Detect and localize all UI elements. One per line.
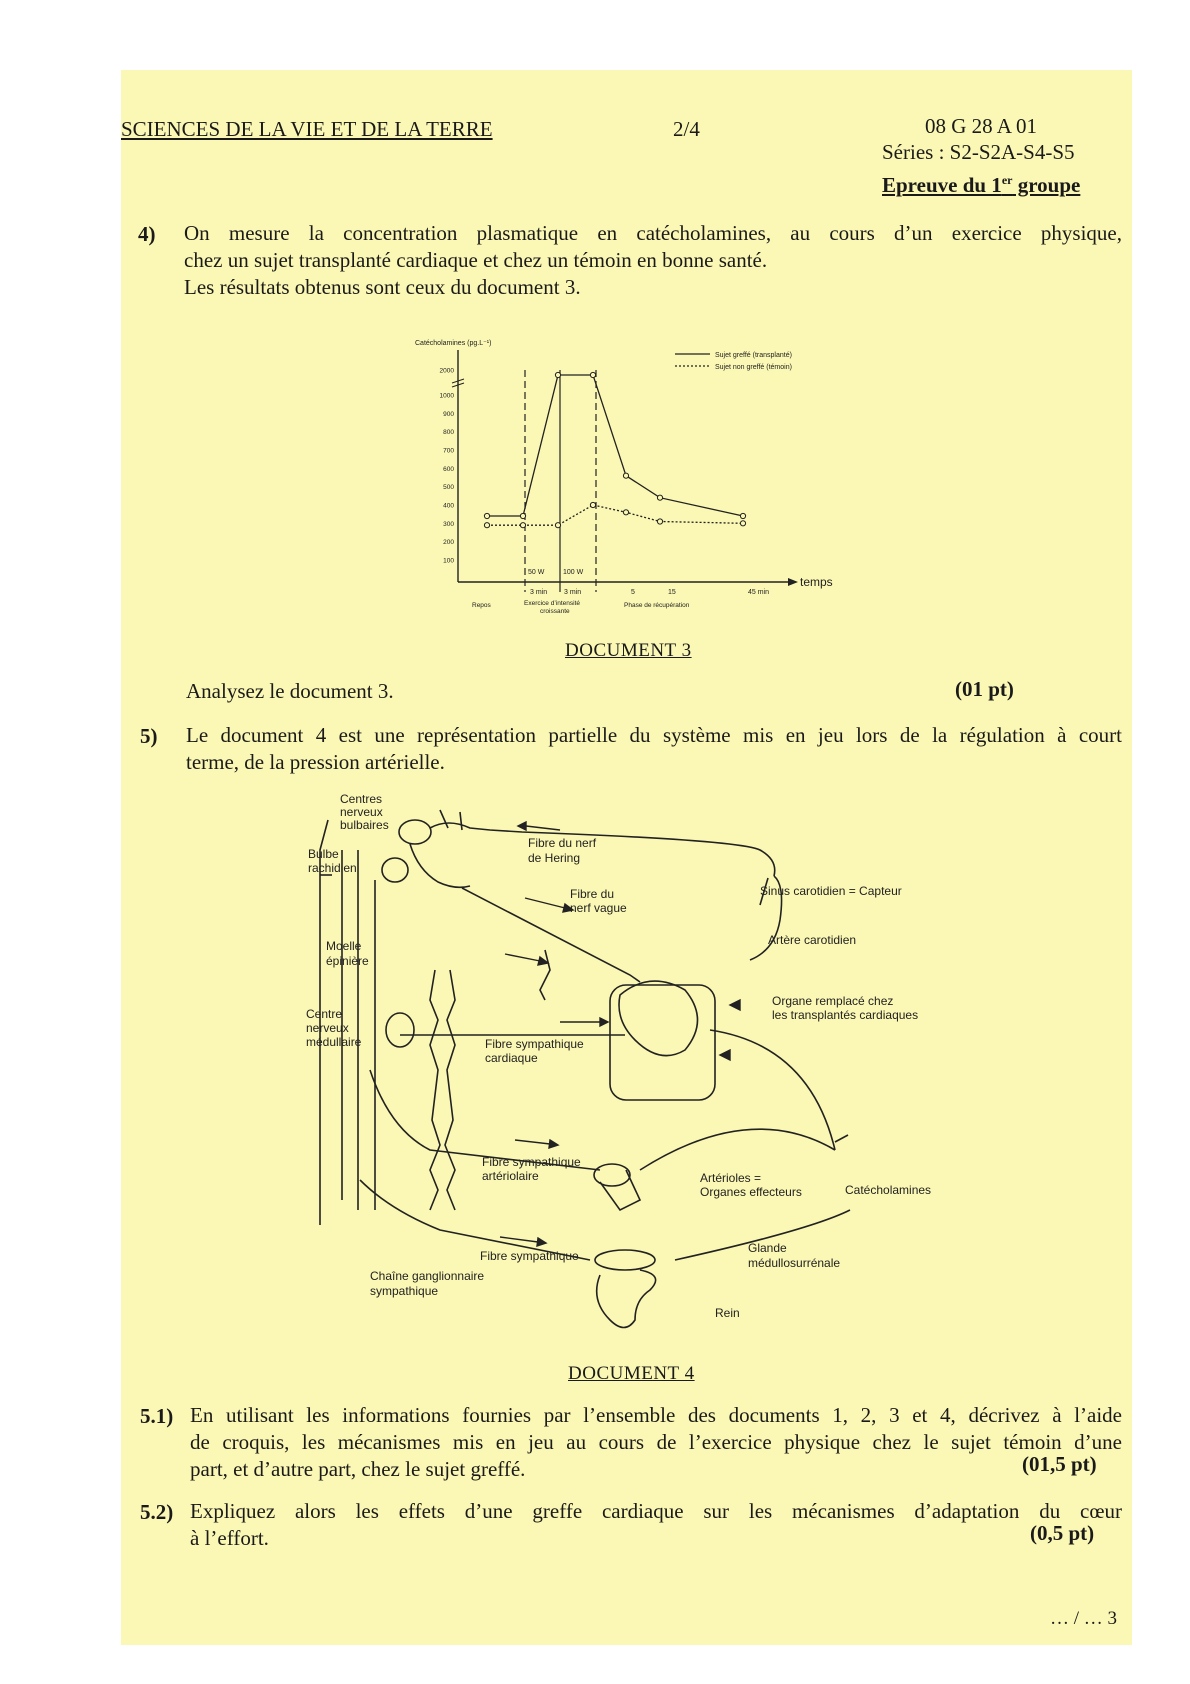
q51-points: (01,5 pt) [1022, 1452, 1097, 1476]
label-centre-med-2: nerveux [306, 1021, 349, 1035]
phase-recovery: Phase de récupération [624, 602, 690, 609]
document-4-diagram [290, 790, 970, 1350]
time-15: 15 [668, 589, 676, 596]
data-point [484, 513, 489, 518]
y-tick-label: 500 [443, 484, 454, 492]
y-tick-label: 200 [443, 539, 454, 547]
data-point [657, 519, 662, 524]
y-tick-label: 400 [443, 502, 454, 510]
label-fibre-symp: Fibre sympathique [480, 1249, 579, 1263]
label-centres-3: bulbaires [340, 818, 389, 832]
label-hering-2: de Hering [528, 851, 581, 865]
label-centres-1: Centres [340, 792, 383, 806]
data-point [555, 523, 560, 528]
label-artere: Artère carotidien [768, 933, 857, 947]
label-chaine-1: Chaîne ganglionnaire [370, 1269, 485, 1283]
exam-series: Séries : S2-S2A-S4-S5 [882, 140, 1075, 164]
q52-line-2: à l’effort. [190, 1526, 269, 1550]
legend-solid-label: Sujet greffé (transplanté) [715, 352, 792, 359]
q4-line-3: Les résultats obtenus sont ceux du document 3. [184, 275, 581, 299]
data-point [657, 495, 662, 500]
q4-line-2: chez un sujet transplanté cardiaque et chez un témoin en bonne santé. [184, 248, 768, 272]
document-3-caption: DOCUMENT 3 [565, 640, 692, 661]
data-point [623, 473, 628, 478]
q51-line-1: En utilisant les informations fournies par l’ensemble des documents 1, 2, 3 et 4, décrivez à l’aide [190, 1403, 1122, 1427]
q52-points: (0,5 pt) [1030, 1521, 1095, 1545]
q4-number: 4) [138, 222, 156, 246]
label-centre-med-1: Centre [306, 1007, 343, 1021]
q5-line-1: Le document 4 est une représentation partielle du système mis en jeu lors de la régulation à court [186, 723, 1122, 747]
chart-series [484, 372, 745, 527]
label-sinus: Sinus carotidien = Capteur [760, 884, 902, 898]
label-arterioles-2: Organes effecteurs [700, 1185, 802, 1199]
label-catecholamines: Catécholamines [845, 1183, 932, 1197]
exam-group: Epreuve du 1er groupe [882, 173, 1081, 197]
q51-line-3: part, et d’autre part, chez le sujet greffé. [190, 1457, 526, 1481]
q4-task: Analysez le document 3. [186, 679, 394, 703]
page-continuation: … / … 3 [1050, 1608, 1118, 1629]
data-point [623, 510, 628, 515]
y-tick-label: 100 [443, 557, 454, 565]
page-number: 2/4 [673, 117, 700, 141]
effort-50w: 50 W [528, 569, 545, 576]
label-organe-2: les transplantés cardiaques [772, 1008, 919, 1022]
label-glande-2: médullosurrénale [748, 1256, 841, 1270]
label-fibre-art-1: Fibre sympathique [482, 1155, 581, 1169]
label-moelle-2: épinière [326, 954, 369, 968]
data-point [590, 372, 595, 377]
label-centres-2: nerveux [340, 805, 383, 819]
y-tick-label: 600 [443, 465, 454, 473]
q51-number: 5.1) [140, 1404, 174, 1428]
label-glande-1: Glande [748, 1241, 787, 1255]
document-4-caption: DOCUMENT 4 [568, 1363, 695, 1384]
q51-line-2: de croquis, les mécanismes mis en jeu au cours de l’exercice physique chez le sujet témoin d’une [190, 1430, 1122, 1454]
time-45min: 45 min [748, 589, 770, 596]
q5-number: 5) [140, 724, 158, 748]
effort-100w: 100 W [563, 569, 584, 576]
data-point [740, 521, 745, 526]
y-tick-label: 1000 [439, 392, 454, 400]
legend-dotted-label: Sujet non greffé (témoin) [715, 364, 792, 371]
label-chaine-2: sympathique [370, 1284, 439, 1298]
phase-rest: Repos [472, 602, 491, 609]
time-3min-b: 3 min [564, 589, 582, 596]
data-point [484, 523, 489, 528]
q4-points: (01 pt) [955, 677, 1014, 701]
q5-line-2: terme, de la pression artérielle. [186, 750, 445, 774]
label-hering-1: Fibre du nerf [528, 836, 597, 850]
data-point [555, 372, 560, 377]
time-3min-a: 3 min [530, 589, 548, 596]
label-centre-med-3: médullaire [306, 1035, 362, 1049]
chart-y-ticks [440, 368, 455, 565]
y-tick-label: 900 [443, 410, 454, 418]
data-point [520, 523, 525, 528]
label-moelle-1: Moelle [326, 939, 362, 953]
subject-title: SCIENCES DE LA VIE ET DE LA TERRE [121, 117, 493, 141]
label-organe-1: Organe remplacé chez [772, 994, 894, 1008]
label-fibre-art-2: artériolaire [482, 1169, 539, 1183]
y-tick-label: 300 [443, 520, 454, 528]
chart-y-axis-title: Catécholamines (pg.L⁻¹) [415, 340, 492, 347]
label-rein: Rein [715, 1306, 740, 1320]
y-tick-label: 800 [443, 429, 454, 437]
data-point [590, 502, 595, 507]
y-tick-label: 700 [443, 447, 454, 455]
y-tick-label: 2000 [439, 367, 454, 375]
label-fibre-card-1: Fibre sympathique [485, 1037, 584, 1051]
phase-exercise-2: croissante [540, 608, 570, 615]
chart-x-axis-title: temps [800, 575, 833, 589]
label-fibre-card-2: cardiaque [485, 1051, 538, 1065]
q52-number: 5.2) [140, 1500, 174, 1524]
label-vague-2: nerf vague [570, 901, 627, 915]
q52-line-1: Expliquez alors les effets d’une greffe cardiaque sur les mécanismes d’adaptation du cœur [190, 1499, 1122, 1523]
label-bulbe-2: rachidien [308, 861, 357, 875]
q4-line-1: On mesure la concentration plasmatique en catécholamines, au cours d’un exercice physique, [184, 221, 1122, 245]
data-point [740, 513, 745, 518]
data-point [520, 513, 525, 518]
label-arterioles-1: Artérioles = [700, 1171, 762, 1185]
exam-code: 08 G 28 A 01 [925, 114, 1038, 138]
document-3-chart [400, 330, 860, 620]
time-5: 5 [631, 589, 635, 596]
label-bulbe-1: Bulbe [308, 847, 339, 861]
phase-exercise-1: Exercice d’intensité [524, 600, 580, 607]
label-vague-1: Fibre du [570, 887, 615, 901]
